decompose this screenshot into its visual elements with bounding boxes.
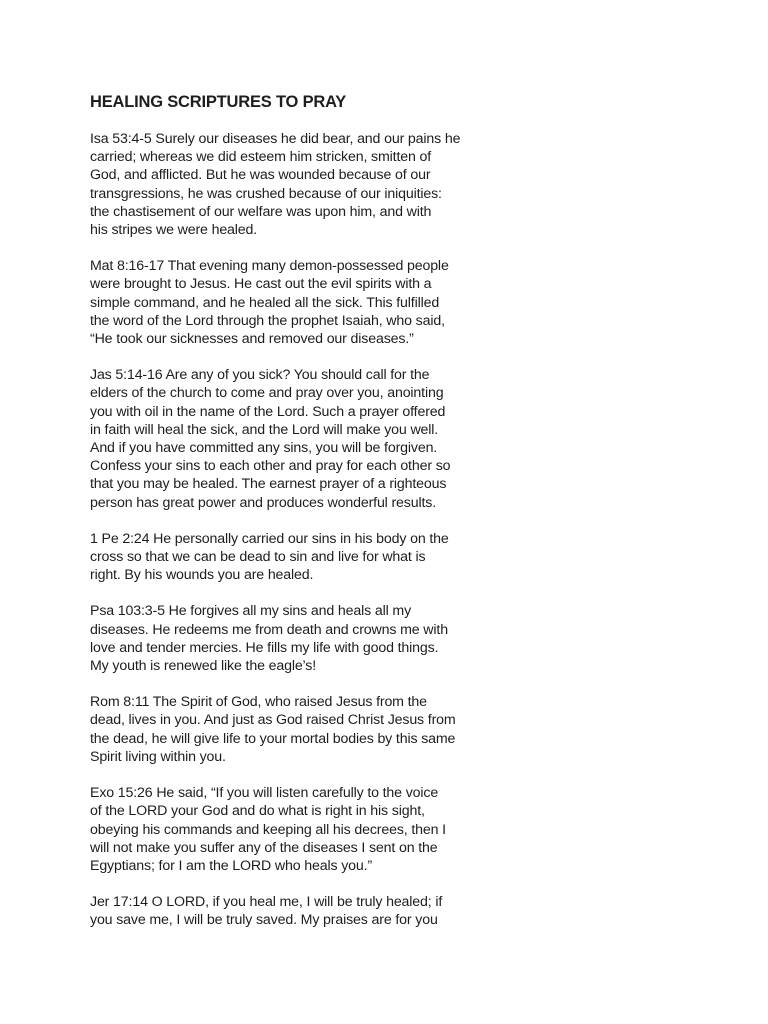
passage-line: that you may be healed. The earnest prayer of a righteous — [90, 476, 447, 493]
passage-line: “He took our sicknesses and removed our diseases.” — [90, 331, 414, 348]
passage-line: simple command, and he healed all the sick. This fulfilled — [90, 294, 440, 311]
passage-line: God, and afflicted. But he was wounded because of our — [90, 167, 431, 184]
passage-line: Jer 17:14 O LORD, if you heal me, I will be truly healed; if — [90, 894, 443, 911]
passage-line: dead, lives in you. And just as God raised Christ Jesus from — [90, 712, 456, 729]
passage-line: transgressions, he was crushed because of our iniquities: — [90, 185, 442, 202]
scripture-passage — [90, 784, 510, 875]
passage-line: Mat 8:16-17 That evening many demon-possessed people — [90, 258, 449, 275]
passage-line: cross so that we can be dead to sin and live for what is — [90, 549, 426, 566]
passage-line: you with oil in the name of the Lord. Such a prayer offered — [90, 403, 446, 420]
passage-line: person has great power and produces wonderful results. — [90, 494, 437, 511]
passage-line: love and tender mercies. He fills my life with good things. — [90, 639, 439, 656]
document-title: HEALING SCRIPTURES TO PRAY — [90, 93, 347, 111]
passage-line: diseases. He redeems me from death and crowns me with — [90, 621, 448, 638]
document-content — [90, 92, 510, 948]
passage-line: Rom 8:11 The Spirit of God, who raised Jesus from the — [90, 694, 427, 711]
scripture-passage — [90, 257, 510, 348]
passage-line: his stripes we were healed. — [90, 222, 258, 239]
passage-line: 1 Pe 2:24 He personally carried our sins in his body on the — [90, 530, 449, 547]
scripture-passage — [90, 530, 510, 585]
passage-line: Isa 53:4-5 Surely our diseases he did bear, and our pains he — [90, 131, 461, 147]
passage-line: elders of the church to come and pray over you, anointing — [90, 385, 444, 402]
passage-line: right. By his wounds you are healed. — [90, 567, 314, 584]
scripture-list — [90, 130, 510, 930]
passage-line: in faith will heal the sick, and the Lord will make you well. — [90, 421, 439, 438]
scripture-passage — [90, 602, 510, 675]
passage-line: My youth is renewed like the eagle’s! — [90, 658, 317, 675]
scripture-passage — [90, 130, 510, 239]
passage-line: obeying his commands and keeping all his decrees, then I — [90, 821, 446, 838]
passage-line: will not make you suffer any of the diseases I sent on the — [90, 839, 438, 856]
scripture-passage — [90, 693, 510, 766]
passage-line: you save me, I will be truly saved. My praises are for you — [90, 912, 438, 929]
passage-line: Egyptians; for I am the LORD who heals you.” — [90, 857, 373, 874]
scripture-passage — [90, 366, 510, 512]
passage-line: Psa 103:3-5 He forgives all my sins and heals all my — [90, 603, 412, 620]
scripture-passage — [90, 893, 510, 929]
passage-line: the dead, he will give life to your mortal bodies by this same — [90, 730, 456, 747]
passage-line: Exo 15:26 He said, “If you will listen carefully to the voice — [90, 785, 439, 802]
passage-line: the word of the Lord through the prophet Isaiah, who said, — [90, 312, 445, 329]
passage-line: were brought to Jesus. He cast out the evil spirits with a — [90, 276, 432, 293]
passage-line: Confess your sins to each other and pray for each other so — [90, 458, 451, 475]
passage-line: And if you have committed any sins, you will be forgiven. — [90, 440, 438, 457]
passage-line: Jas 5:14-16 Are any of you sick? You should call for the — [90, 367, 430, 384]
passage-line: carried; whereas we did esteem him stricken, smitten of — [90, 149, 432, 166]
passage-line: Spirit living within you. — [90, 748, 226, 765]
passage-line: the chastisement of our welfare was upon him, and with — [90, 203, 432, 220]
passage-line: of the LORD your God and do what is right in his sight, — [90, 803, 425, 820]
